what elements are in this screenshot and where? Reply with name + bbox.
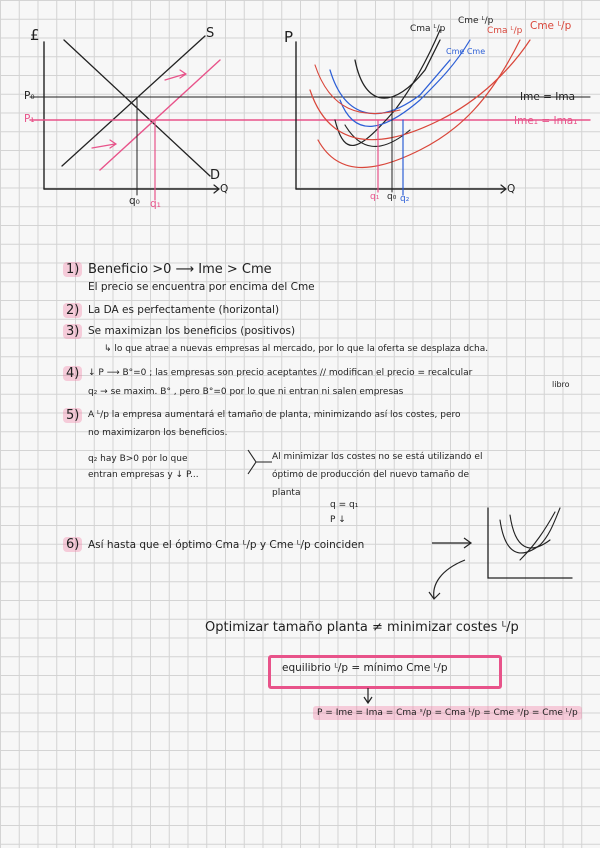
- supply-label: S: [206, 26, 215, 41]
- note1-number: 1): [63, 262, 82, 277]
- note5-right-line3: planta: [272, 488, 301, 498]
- graph1-y-label: £: [30, 26, 40, 44]
- note6-line1: Así hasta que el óptimo Cma ᴸ/p y Cme ᴸ/p coinciden: [88, 539, 365, 551]
- graph1-q1-label: q₁: [150, 198, 161, 210]
- cme-lp-label: Cme ᴸ/p: [458, 16, 494, 26]
- cme-lp-red-label: Cme ᴸ/p: [530, 20, 572, 32]
- graph1-q0-label: q₀: [129, 195, 140, 207]
- note4-number: 4): [63, 366, 82, 381]
- demand-label: D: [210, 168, 221, 183]
- note5-right-line1: Al minimizar los costes no se está utilizando el: [272, 452, 483, 462]
- graph2-q1-label: q₁: [370, 192, 380, 202]
- note5-left-line2: entran empresas y ↓ P...: [88, 470, 199, 480]
- note4-line1: ↓ P ⟶ B°=0 ; las empresas son precio aceptantes // modifican el precio = recalcular: [88, 368, 473, 378]
- note6-number: 6): [63, 537, 82, 552]
- graph1-p0-label: P₀: [24, 90, 35, 102]
- note4-aside: libro: [552, 380, 570, 389]
- note1-line1: Beneficio >0 ⟶ Ime > Cme: [88, 262, 272, 277]
- optimizar-line: Optimizar tamaño planta ≠ minimizar costes ᴸ/p: [205, 620, 519, 635]
- note3-number: 3): [63, 324, 82, 339]
- cma-lp-red-label: Cma ᴸ/p: [487, 26, 523, 36]
- graph2-q2-label: q₂: [400, 194, 410, 204]
- note5-number: 5): [63, 408, 82, 423]
- note5-q-eq: q = q₁: [330, 500, 359, 510]
- graph2-q0-label: q₀: [387, 192, 397, 202]
- graph1-x-label: Q: [220, 183, 229, 195]
- note4-line2: q₂ → se maxim. B° , pero B°=0 por lo que ni entran ni salen empresas: [88, 387, 404, 397]
- note3-line1: Se maximizan los beneficios (positivos): [88, 325, 296, 337]
- cme-cme-blue-label: Cme Cme: [446, 47, 486, 56]
- note2-number: 2): [63, 303, 82, 318]
- ime-label: Ime = Ima: [520, 91, 576, 103]
- note5-line1: A ᴸ/p la empresa aumentará el tamaño de planta, minimizando así los costes, pero: [88, 410, 461, 420]
- graph2-y-label: P: [284, 28, 294, 46]
- note3-line2: ↳ lo que atrae a nuevas empresas al mercado, por lo que la oferta se desplaza dcha.: [104, 344, 489, 354]
- note5-p-down: P ↓: [330, 515, 346, 525]
- cma-lp-label: Cma ᴸ/p: [410, 24, 446, 34]
- note1-line2: El precio se encuentra por encima del Cme: [88, 281, 315, 293]
- note5-line2: no maximizaron los beneficios.: [88, 428, 228, 438]
- graph1-p1-label: P₁: [24, 113, 35, 125]
- note2-line1: La DA es perfectamente (horizontal): [88, 304, 280, 316]
- note5-left-line1: q₂ hay B>0 por lo que: [88, 454, 188, 464]
- final-equation: P = Ime = Ima = Cma ˢ/p = Cma ᴸ/p = Cme ˢ/p = Cme ᴸ/p: [313, 706, 582, 720]
- note5-right-line2: óptimo de producción del nuevo tamaño de: [272, 470, 469, 480]
- graph2-x-label: Q: [507, 183, 516, 195]
- equilibrium-text: equilibrio ᴸ/p = mínimo Cme ᴸ/p: [282, 662, 448, 674]
- ime1-label: Ime₁ = Ima₁: [514, 115, 578, 127]
